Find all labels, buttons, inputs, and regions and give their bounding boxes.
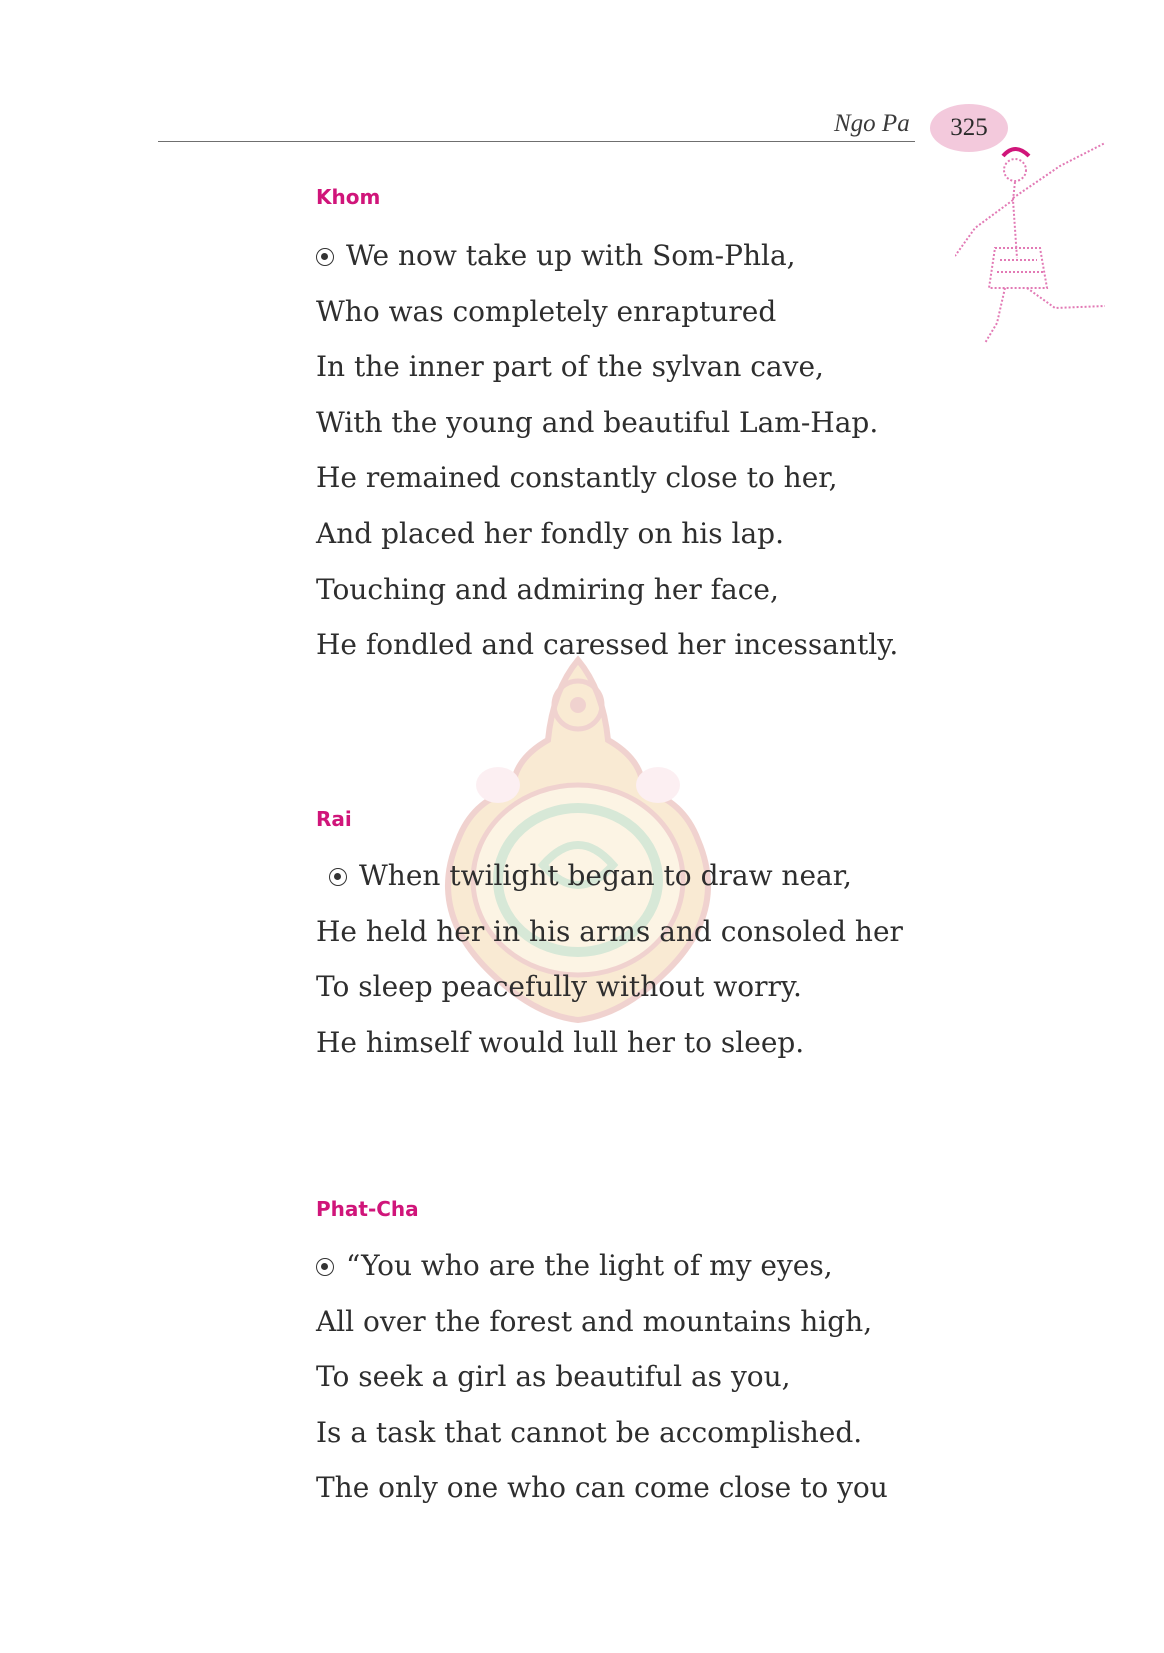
running-title: Ngo Pa [834, 110, 910, 137]
verse-khom [316, 228, 898, 673]
verse-line: When twilight began to draw near, [316, 848, 903, 904]
bullet-icon [316, 248, 334, 266]
bullet-icon [316, 1258, 334, 1276]
verse-line: He fondled and caressed her incessantly. [316, 628, 899, 662]
verse-line: Who was completely enraptured [316, 294, 777, 328]
verse-line: And placed her fondly on his lap. [316, 516, 784, 550]
section-heading-rai: Rai [316, 807, 352, 831]
verse-line: The only one who can come close to you [316, 1471, 888, 1505]
page-number: 325 [950, 114, 988, 141]
verse-rai [316, 848, 903, 1070]
verse-line: Touching and admiring her face, [316, 572, 779, 606]
verse-line: In the inner part of the sylvan cave, [316, 350, 824, 384]
dancer-figure-icon [955, 138, 1125, 348]
verse-line: Is a task that cannot be accomplished. [316, 1415, 863, 1449]
section-heading-phat-cha: Phat-Cha [316, 1197, 419, 1221]
verse-line: “You who are the light of my eyes, [316, 1238, 888, 1294]
header-rule [158, 141, 915, 142]
verse-line: He himself would lull her to sleep. [316, 1025, 805, 1059]
verse-line: All over the forest and mountains high, [316, 1304, 873, 1338]
verse-line: To sleep peacefully without worry. [316, 970, 802, 1004]
verse-line: We now take up with Som-Phla, [316, 228, 898, 284]
verse-phat-cha [316, 1238, 888, 1516]
bullet-icon [329, 868, 347, 886]
verse-line: He held her in his arms and consoled her [316, 914, 903, 948]
verse-line: To seek a girl as beautiful as you, [316, 1360, 791, 1394]
section-heading-khom: Khom [316, 185, 381, 209]
verse-line: With the young and beautiful Lam-Hap. [316, 405, 879, 439]
verse-line: He remained constantly close to her, [316, 461, 838, 495]
